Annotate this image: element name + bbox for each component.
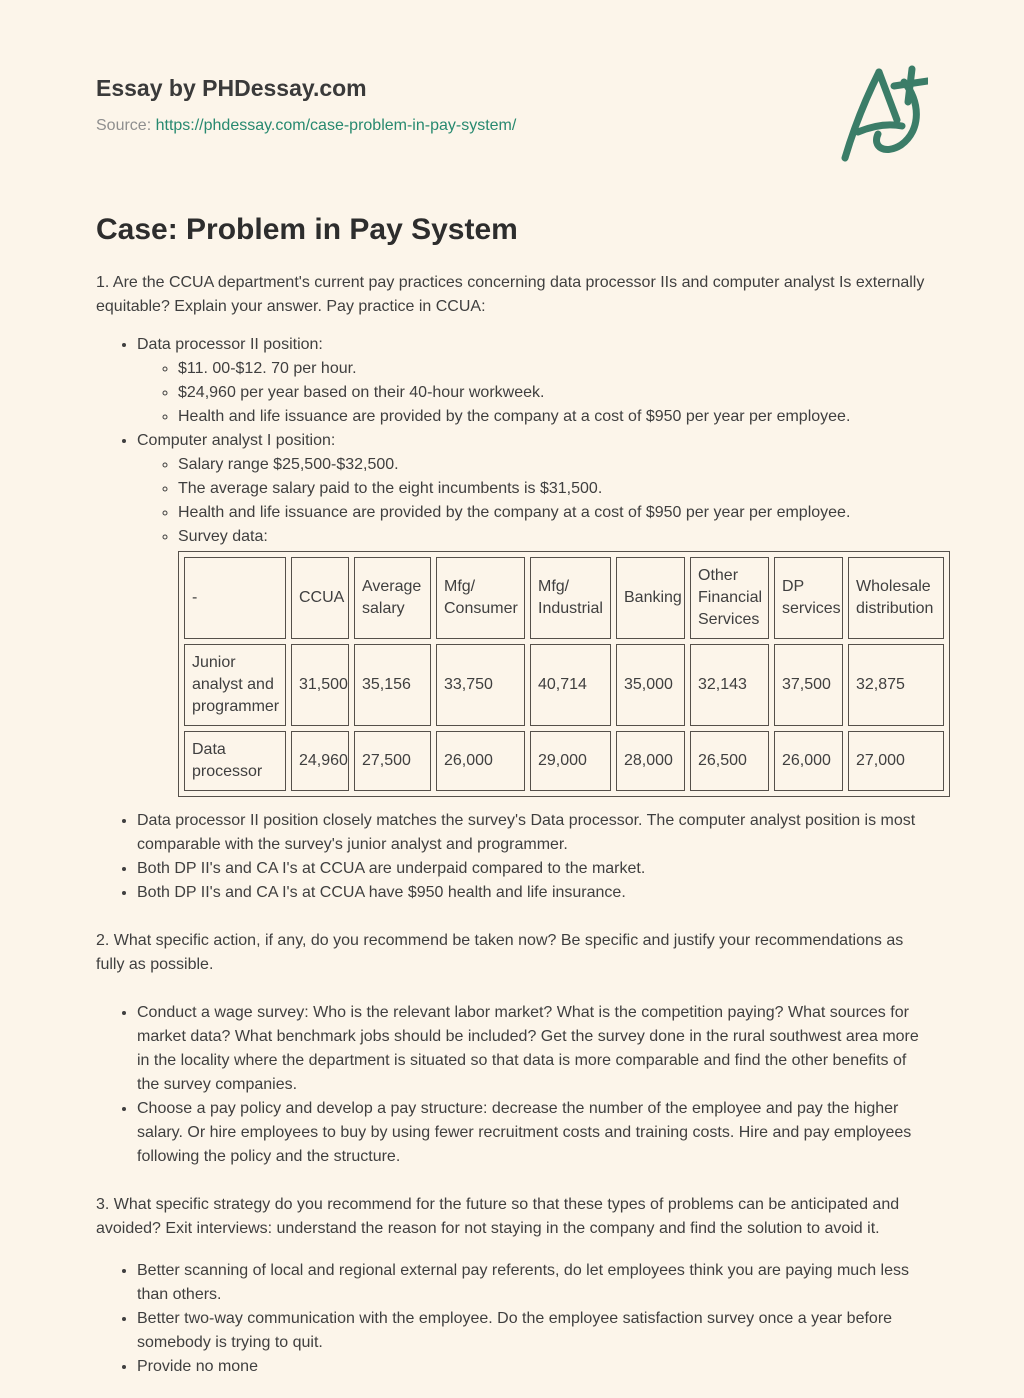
question-3-text: 3. What specific strategy do you recommend for the future so that these types of problems can be anticipated and avoided? Exit interviews: understand the reason for not staying in the company and find the solution to avoid it. <box>96 1196 900 1237</box>
list-item <box>178 501 928 525</box>
table-header-cell: Average salary <box>354 557 431 639</box>
q1-findings-list <box>96 809 928 905</box>
table-cell: 37,500 <box>774 644 843 726</box>
table-header-cell: CCUA <box>291 557 349 639</box>
list-item <box>137 881 928 905</box>
table-cell: 26,000 <box>774 731 843 791</box>
table-header-cell: Other Financial Services <box>690 557 769 639</box>
list-item <box>137 1001 928 1097</box>
list-item-text: Better scanning of local and regional external pay referents, do let employees think you are paying much less than others. <box>137 1262 909 1303</box>
table-header-cell: Mfg/ Industrial <box>530 557 611 639</box>
list-item <box>178 405 928 429</box>
table-cell: 27,500 <box>354 731 431 791</box>
table-row <box>184 731 944 791</box>
table-header-cell: DP services <box>774 557 843 639</box>
page-header <box>96 74 928 136</box>
question-1-text: 1. Are the CCUA department's current pay practices concerning data processor IIs and computer analyst Is externally equitable? Explain your answer. Pay practice in CCUA: <box>96 274 925 315</box>
source-link[interactable]: https://phdessay.com/case-problem-in-pay-system/ <box>155 117 517 134</box>
table-cell: 27,000 <box>848 731 944 791</box>
q1-sub-list <box>137 453 934 797</box>
table-cell: 29,000 <box>530 731 611 791</box>
table-cell: 28,000 <box>616 731 685 791</box>
list-item-text: Conduct a wage survey: Who is the relevant labor market? What is the competition paying? What sources for market data? What benchmark jobs should be included? Get the survey done in the rural southwest area more in the locality where the department is situated so that data is more comparable and find the other benefits of the survey companies. <box>137 1004 919 1093</box>
list-item-text: Both DP II's and CA I's at CCUA are underpaid compared to the market. <box>137 860 646 877</box>
list-item-text: Salary range $25,500-$32,500. <box>178 456 399 473</box>
table-header-cell: - <box>184 557 286 639</box>
table-cell: 31,500 <box>291 644 349 726</box>
table-cell: 35,156 <box>354 644 431 726</box>
list-item-label: Computer analyst I position: <box>137 432 336 449</box>
table-header-cell: Mfg/ Consumer <box>436 557 525 639</box>
list-item <box>178 381 928 405</box>
list-item-text: Health and life issuance are provided by the company at a cost of $950 per year per employee. <box>178 408 851 425</box>
q3-bullet-list <box>96 1259 928 1379</box>
list-item <box>137 333 928 429</box>
list-item <box>137 809 928 857</box>
article-title: Case: Problem in Pay System <box>96 213 518 246</box>
list-item <box>137 1097 928 1169</box>
a-plus-logo-icon <box>838 62 928 162</box>
survey-table <box>178 551 950 797</box>
list-item <box>137 1307 928 1355</box>
table-cell: 40,714 <box>530 644 611 726</box>
row-label: Data processor <box>184 731 286 791</box>
table-row <box>184 644 944 726</box>
table-cell: 32,143 <box>690 644 769 726</box>
question-2-text: 2. What specific action, if any, do you recommend be taken now? Be specific and justify your recommendations as fully as possible. <box>96 932 904 973</box>
source-line <box>96 116 928 136</box>
list-item <box>137 1259 928 1307</box>
table-cell: 32,875 <box>848 644 944 726</box>
table-header-cell: Banking <box>616 557 685 639</box>
source-label: Source: <box>96 117 152 134</box>
list-item <box>178 453 928 477</box>
survey-data-label: Survey data: <box>178 528 268 545</box>
list-item-text: $24,960 per year based on their 40-hour workweek. <box>178 384 545 401</box>
list-item-text: $11. 00-$12. 70 per hour. <box>178 360 357 377</box>
list-item <box>137 1355 928 1379</box>
table-header-row <box>184 557 944 639</box>
list-item-text: Better two-way communication with the employee. Do the employee satisfaction survey once a year before somebody is trying to quit. <box>137 1310 893 1351</box>
list-item-text: Data processor II position closely matches the survey's Data processor. The computer analyst position is most comparable with the survey's junior analyst and programmer. <box>137 812 916 853</box>
q2-bullet-list <box>96 1001 928 1169</box>
table-cell: 24,960 <box>291 731 349 791</box>
table-header-cell: Wholesale distribution <box>848 557 944 639</box>
table-cell: 26,000 <box>436 731 525 791</box>
list-item <box>178 357 928 381</box>
list-item <box>137 429 934 797</box>
list-item-label: Data processor II position: <box>137 336 323 353</box>
list-item-text: Both DP II's and CA I's at CCUA have $950 health and life insurance. <box>137 884 626 901</box>
list-item-text: Provide no mone <box>137 1358 258 1375</box>
list-item-text: Health and life issuance are provided by the company at a cost of $950 per year per employee. <box>178 504 851 521</box>
table-cell: 33,750 <box>436 644 525 726</box>
list-item-text: Choose a pay policy and develop a pay structure: decrease the number of the employee and pay the higher salary. Or hire employees to buy by using fewer recruitment costs and training costs. Hire and pay employees following the policy and the structure. <box>137 1100 912 1165</box>
q1-sub-list <box>137 357 928 429</box>
site-title: Essay by PHDessay.com <box>96 75 367 101</box>
list-item-text: The average salary paid to the eight incumbents is $31,500. <box>178 480 603 497</box>
list-item <box>178 525 934 797</box>
list-item <box>178 477 928 501</box>
q1-bullet-list <box>96 333 934 797</box>
row-label: Junior analyst and programmer <box>184 644 286 726</box>
list-item <box>137 857 928 881</box>
table-cell: 35,000 <box>616 644 685 726</box>
table-cell: 26,500 <box>690 731 769 791</box>
